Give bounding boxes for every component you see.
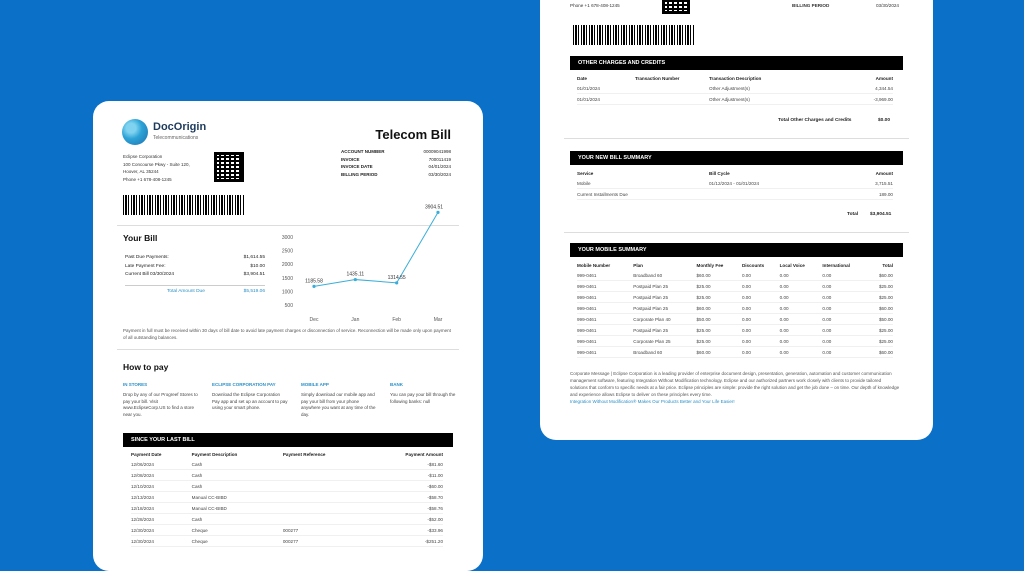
qr-code-icon <box>662 0 690 14</box>
table-cell <box>709 189 845 200</box>
other-charges-table <box>577 74 893 105</box>
table-row <box>131 481 443 492</box>
table-cell: 0.00 <box>822 325 869 336</box>
divider <box>117 349 459 350</box>
table-cell: 0.00 <box>742 292 780 303</box>
y-tick-label: 2500 <box>281 248 293 255</box>
account-info <box>341 148 451 178</box>
logo-name: DocOrigin <box>153 121 207 133</box>
table-cell: Cash <box>192 470 283 481</box>
col-header: Service <box>577 171 594 176</box>
data-point <box>436 211 439 214</box>
x-tick-label: Dec <box>309 317 319 323</box>
address-line: Eclipse Corporation <box>123 154 163 159</box>
table-cell: $60.00 <box>869 303 893 314</box>
col-header: Total <box>882 263 893 268</box>
table-row <box>577 281 893 292</box>
table-cell: Postpaid Plan 25 <box>633 303 696 314</box>
table-cell: 0.00 <box>780 336 823 347</box>
total-due-label: Total Amount Due <box>167 288 205 294</box>
data-point <box>312 285 315 288</box>
address-line: Phone +1 678-408-1245 <box>123 176 172 182</box>
data-point <box>354 278 357 281</box>
table-cell: 12/10/2024 <box>131 481 192 492</box>
data-point <box>395 281 398 284</box>
table-cell: Postpaid Plan 25 <box>633 281 696 292</box>
table-cell: 0.00 <box>742 281 780 292</box>
table-row <box>577 303 893 314</box>
table-cell: -$52.00 <box>368 514 443 525</box>
table-cell: -$11.00 <box>368 470 443 481</box>
table-cell: $60.00 <box>697 303 742 314</box>
pay-option-desc: Drop by any of our Progreef Stores to pay your bill. Visit www.EclipseCorp.US to find a store near you. <box>123 391 198 418</box>
table-row <box>577 270 893 281</box>
table-cell <box>283 481 368 492</box>
telecom-bill-page-2 <box>540 0 933 440</box>
table-cell: 0.00 <box>742 270 780 281</box>
table-cell: -$81.60 <box>368 459 443 470</box>
table-cell: 0.00 <box>822 303 869 314</box>
table-row <box>131 503 443 514</box>
current-bill-value: $3,904.51 <box>243 272 265 277</box>
barcode-icon <box>123 195 245 215</box>
data-label: 1185.58 <box>305 278 323 285</box>
x-tick-label: Feb <box>392 317 401 323</box>
table-row <box>577 347 893 358</box>
table-cell: $50.00 <box>697 314 742 325</box>
table-cell: 0.00 <box>780 281 823 292</box>
pay-option-bank <box>390 382 467 419</box>
table-cell: 189.00 <box>845 189 893 200</box>
billing-period-value: 03/30/2024 <box>876 3 899 8</box>
table-cell: 999-0461 <box>577 325 633 336</box>
invoice-date-label: INVOICE DATE <box>341 164 373 169</box>
y-tick-label: 1500 <box>281 275 293 282</box>
table-cell: 0.00 <box>822 281 869 292</box>
col-header: Transaction Number <box>635 76 680 81</box>
table-cell: Cheque <box>192 525 283 536</box>
table-cell: 12/28/2024 <box>131 514 192 525</box>
table-row <box>131 514 443 525</box>
late-fee-value: $10.00 <box>250 263 265 269</box>
other-total-label: Total Other Charges and Credits <box>778 118 852 123</box>
table-cell <box>635 83 709 94</box>
table-cell: 0.00 <box>780 347 823 358</box>
invoice-value: 700011419 <box>428 156 451 162</box>
table-cell: Cash <box>192 514 283 525</box>
corporate-link[interactable]: Integration Without Modification® Makes Our Products Better and Your Life Easier! <box>570 399 735 404</box>
data-label: 1435.11 <box>346 271 365 278</box>
table-cell: Postpaid Plan 25 <box>633 325 696 336</box>
table-row <box>131 536 443 547</box>
table-cell: -$58.76 <box>368 503 443 514</box>
table-cell: 12/18/2024 <box>131 503 192 514</box>
table-cell: 12/30/2024 <box>131 525 192 536</box>
pay-option-title: ECLIPSE CORPORATION PAY <box>212 382 276 387</box>
table-cell: 3,715.51 <box>845 178 893 189</box>
y-tick-label: 3000 <box>281 235 293 241</box>
pay-option-title: MOBILE APP <box>301 382 329 387</box>
col-header: Payment Date <box>131 452 162 457</box>
current-bill-label: Current Bill 03/30/2024 <box>125 272 175 277</box>
past-due-label: Past Due Payments: <box>125 255 169 260</box>
table-cell: 999-0461 <box>577 303 633 314</box>
new-bill-summary-table <box>577 169 893 200</box>
table-row <box>577 314 893 325</box>
col-header: Amount <box>875 171 893 176</box>
table-cell: $25.00 <box>697 325 742 336</box>
table-cell: 0.00 <box>742 303 780 314</box>
divider <box>564 232 909 233</box>
summary-total-label: Total <box>847 212 859 217</box>
table-row <box>131 470 443 481</box>
table-cell: $60.00 <box>697 270 742 281</box>
table-cell: $60.00 <box>697 347 742 358</box>
phone-line: Phone +1 678-408-1245 <box>570 3 620 8</box>
pay-option-title: IN STORES <box>123 382 148 387</box>
col-header: Payment Description <box>191 452 238 457</box>
table-cell: 0.00 <box>822 314 869 325</box>
table-cell: 0.00 <box>742 347 780 358</box>
mobile-summary-table <box>577 261 893 358</box>
table-cell: 01/01/2024 <box>577 83 635 94</box>
other-total-value: $0.00 <box>878 118 891 123</box>
table-cell: $60.00 <box>869 347 893 358</box>
bill-history-chart <box>278 204 458 324</box>
table-cell: 0.00 <box>742 336 780 347</box>
col-header: Bill Cycle <box>709 171 730 176</box>
table-cell: 0.00 <box>780 303 823 314</box>
new-bill-summary-header: YOUR NEW BILL SUMMARY <box>570 151 903 165</box>
table-cell: 0.00 <box>780 325 823 336</box>
col-header: Amount <box>875 76 893 81</box>
table-cell: 999-0461 <box>577 270 633 281</box>
barcode-icon <box>573 25 695 45</box>
qr-code-icon <box>214 152 244 182</box>
table-row <box>577 94 893 105</box>
table-cell: -$60.00 <box>368 481 443 492</box>
table-cell: 12/06/2024 <box>131 459 192 470</box>
y-tick-label: 2000 <box>281 262 293 269</box>
y-tick-label: 1000 <box>281 289 293 296</box>
table-cell: Broadband 60 <box>633 270 696 281</box>
table-row <box>577 336 893 347</box>
table-cell: 0.00 <box>742 314 780 325</box>
col-header: Payment Amount <box>405 452 443 457</box>
table-cell: 999-0461 <box>577 314 633 325</box>
table-cell: 999-0461 <box>577 292 633 303</box>
payment-note: Payment in full must be received within 30 days of bill date to avoid late payment charges or disconnection of service. Reconnection will be made only upon payment of all outstanding balances. <box>123 328 451 340</box>
table-cell: $25.00 <box>869 292 893 303</box>
invoice-label: INVOICE <box>341 156 360 162</box>
table-cell: 000277 <box>283 536 368 547</box>
table-cell <box>283 470 368 481</box>
table-cell: -3,969.00 <box>843 94 893 105</box>
table-row <box>131 492 443 503</box>
table-cell: 000277 <box>283 525 368 536</box>
table-cell: $25.00 <box>697 336 742 347</box>
how-to-pay-options <box>123 382 467 419</box>
table-cell: Corporate Plan 40 <box>633 314 696 325</box>
pay-option-app-pay <box>212 382 289 419</box>
table-cell: 0.00 <box>742 325 780 336</box>
corporate-message-text: Corporate Message | Eclipse Corporation is a leading provider of enterprise document design, presentation, generation, automation and customer communication management software, featuring Integration Without Modification technology. Eclipse and our authorized partners work closely with clients to provide tailored solutions that conform to specific needs at a fair price. Eclipse principles are simple: provide the right solution and get the job done – on time. Our depth of knowledge and experience allows Eclipse to deliver on these principles every time. <box>570 371 900 397</box>
table-cell: -$251.20 <box>368 536 443 547</box>
divider <box>564 138 909 139</box>
your-bill-heading: Your Bill <box>123 233 158 243</box>
table-cell: 0.00 <box>780 270 823 281</box>
account-value: 00009041998 <box>423 149 451 154</box>
address-line: Hoover, AL 35244 <box>123 169 159 174</box>
pay-option-stores <box>123 382 200 419</box>
table-row <box>577 83 893 94</box>
table-row <box>577 292 893 303</box>
table-cell: $50.00 <box>869 314 893 325</box>
table-cell: Mobile <box>577 178 709 189</box>
col-header: Date <box>577 76 587 81</box>
table-row <box>577 325 893 336</box>
data-label: 1314.55 <box>387 274 406 281</box>
table-cell: 999-0461 <box>577 281 633 292</box>
table-cell: 12/08/2024 <box>131 470 192 481</box>
col-header: Mobile Number <box>577 263 611 268</box>
table-cell: Cash <box>192 459 283 470</box>
table-cell: 0.00 <box>822 270 869 281</box>
table-row <box>131 525 443 536</box>
table-cell: 12/13/2024 <box>131 492 192 503</box>
mobile-summary-header: YOUR MOBILE SUMMARY <box>570 243 903 257</box>
late-fee-label: Late Payment Fee: <box>125 263 166 269</box>
data-label: 3904.51 <box>424 204 444 211</box>
col-header: Transaction Description <box>709 76 762 81</box>
col-header: Plan <box>633 263 643 268</box>
docorigin-logo-icon <box>122 119 148 145</box>
table-cell: $25.00 <box>869 281 893 292</box>
billing-period-label: BILLING PERIOD <box>792 3 830 8</box>
document-title: Telecom Bill <box>375 127 451 142</box>
invoice-date-value: 04/01/2024 <box>428 164 451 169</box>
table-cell <box>283 503 368 514</box>
total-due-value: $5,519.06 <box>243 288 265 294</box>
table-cell <box>283 492 368 503</box>
table-cell: -$58.70 <box>368 492 443 503</box>
table-cell: 01/01/2024 <box>577 94 635 105</box>
other-charges-header: OTHER CHARGES AND CREDITS <box>570 56 903 70</box>
table-cell: $60.00 <box>869 270 893 281</box>
table-cell <box>283 459 368 470</box>
company-address <box>123 153 190 183</box>
account-label: ACCOUNT NUMBER <box>341 149 385 154</box>
how-to-pay-heading: How to pay <box>123 362 169 372</box>
telecom-bill-page-1 <box>93 101 483 571</box>
table-cell: 0.00 <box>780 292 823 303</box>
table-cell: Other Adjustment(s) <box>709 83 843 94</box>
table-cell: Postpaid Plan 25 <box>633 292 696 303</box>
pay-option-desc: Download the Eclipse Corporation Pay app and set up an account to pay using your smart phone. <box>212 391 288 411</box>
table-cell: 999-0461 <box>577 347 633 358</box>
col-header: Payment Reference <box>282 452 326 457</box>
table-cell: Cash <box>192 481 283 492</box>
col-header: Local Voice <box>779 263 805 268</box>
series-line <box>314 212 438 286</box>
divider <box>117 225 459 226</box>
pay-option-title: BANK <box>390 382 403 387</box>
table-row <box>131 459 443 470</box>
table-cell: 0.00 <box>822 292 869 303</box>
table-cell: 4,344.54 <box>843 83 893 94</box>
table-cell: Current Installments Due <box>577 189 709 200</box>
billing-period-value: 03/30/2024 <box>428 171 451 177</box>
table-cell: -$33.96 <box>368 525 443 536</box>
y-tick-label: 500 <box>284 303 293 309</box>
corporate-message <box>570 370 900 405</box>
col-header: International <box>822 263 850 268</box>
table-cell: Corporate Plan 25 <box>633 336 696 347</box>
pay-option-desc: Simply download our mobile app and pay your bill from your phone anywhere you want at any time of the day. <box>301 391 376 418</box>
address-line: 100 Concourse Pkwy - Suite 120, <box>123 161 190 167</box>
table-cell: $25.00 <box>869 336 893 347</box>
past-due-value: $1,614.55 <box>243 255 265 260</box>
col-header: Monthly Fee <box>696 263 724 268</box>
table-cell: Other Adjustment(s) <box>709 94 843 105</box>
table-row <box>577 189 893 200</box>
pay-option-desc: You can pay your bill through the following banks: null <box>390 391 456 404</box>
table-cell <box>635 94 709 105</box>
x-tick-label: Jan <box>351 317 360 323</box>
since-last-bill-table <box>131 450 443 547</box>
table-cell: $25.00 <box>697 292 742 303</box>
bill-breakdown <box>125 254 265 296</box>
col-header: Discounts <box>741 263 765 268</box>
table-cell: Manual CC-BIBD <box>192 492 283 503</box>
table-cell: 0.00 <box>780 314 823 325</box>
table-cell: 0.00 <box>822 336 869 347</box>
summary-total-value: $3,904.51 <box>870 212 892 217</box>
table-cell: $25.00 <box>869 325 893 336</box>
table-cell: 12/30/2024 <box>131 536 192 547</box>
logo-subtitle: Telecommunications <box>153 135 199 141</box>
since-last-bill-header: SINCE YOUR LAST BILL <box>123 433 453 447</box>
pay-option-mobile <box>301 382 378 419</box>
table-cell: Cheque <box>192 536 283 547</box>
table-cell: 01/12/2024 - 01/01/2024 <box>709 178 845 189</box>
billing-period-label: BILLING PERIOD <box>341 171 378 177</box>
x-tick-label: Mar <box>433 317 443 323</box>
table-cell <box>283 514 368 525</box>
table-cell: $25.00 <box>697 281 742 292</box>
table-cell: 999-0461 <box>577 336 633 347</box>
table-row <box>577 178 893 189</box>
table-cell: Manual CC-BIBD <box>192 503 283 514</box>
table-cell: 0.00 <box>822 347 869 358</box>
table-cell: Broadband 60 <box>633 347 696 358</box>
